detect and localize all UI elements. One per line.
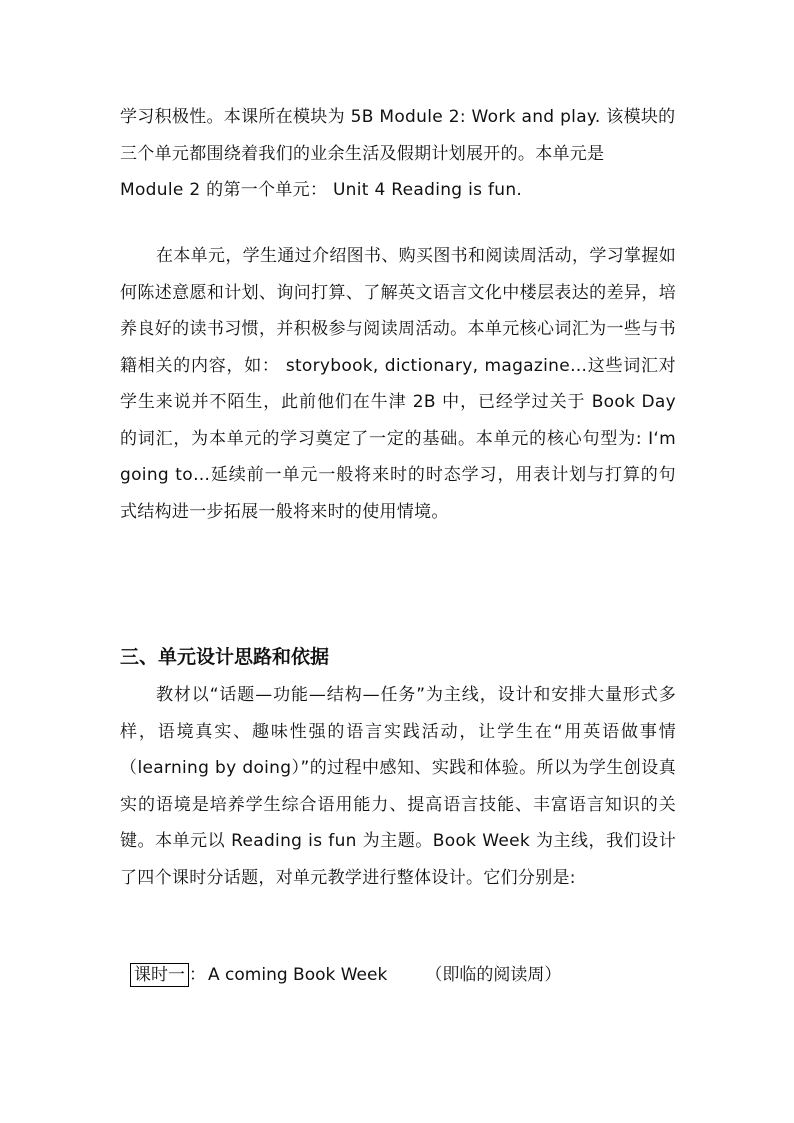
text-line: 在本单元，学生通过介绍图书、购买图书和阅读周活动，学习掌 bbox=[156, 246, 642, 266]
section-heading: 三、单元设计思路和依据 bbox=[120, 646, 330, 668]
text-line: 差异，培养良好的读书习惯，并积极参与阅读周活动。本单元核心词 bbox=[120, 282, 676, 339]
paragraph-module-intro bbox=[120, 99, 676, 209]
text-line: 三个单元都围绕着我们的业余生活及假期计划展开的。本单元是 bbox=[120, 143, 605, 164]
lesson-label-box: 课时一 bbox=[130, 963, 189, 987]
lesson-title: A coming Book Week bbox=[208, 965, 388, 985]
text-line: 们设计了四个课时分话题，对单元教学进行整体设计。它们分别是: bbox=[120, 831, 676, 888]
text-line: 式多样，语境真实、趣味性强的语言实践活动，让学生在“用英语做 bbox=[120, 685, 676, 742]
text-line: 于 Book Day 的词汇，为本单元的学习奠定了一定的基础。本单元的 bbox=[120, 392, 676, 449]
text-line: Module 2 的第一个单元： Unit 4 Reading is fun. bbox=[120, 180, 523, 200]
text-line: 创设真实的语境是培养学生综合语用能力、提高语言技能、丰富语言 bbox=[120, 758, 676, 815]
text-line: 这些词汇对学生来说并不陌生，此前他们在牛津 2B 中，已经学过关 bbox=[120, 355, 676, 412]
lesson-note: （即临的阅读周） bbox=[425, 965, 562, 985]
text-line: 汇为一些与书籍相关的内容，如： storybook, dictionary, magazine… bbox=[120, 319, 676, 376]
text-line: 握如何陈述意愿和计划、询问打算、了解英文语言文化中楼层表达的 bbox=[120, 246, 676, 303]
paragraph-design-rationale bbox=[120, 677, 676, 896]
text-line: 事情（learning by doing）”的过程中感知、实践和体验。所以为学生 bbox=[120, 721, 676, 778]
text-line: 教材以“话题—功能—结构—任务”为主线，设计和安排大量形 bbox=[156, 685, 641, 705]
paragraph-unit-overview bbox=[120, 238, 676, 530]
text-line: 核心句型为: I‘m going to…延续前一单元一般将来时的时态学习，用 bbox=[120, 428, 676, 485]
text-line: 知识的关键。本单元以 Reading is fun 为主题。Book Week 为主线，我 bbox=[120, 794, 676, 851]
text-line: 表计划与打算的句式结构进一步拓展一般将来时的使用情境。 bbox=[120, 465, 676, 522]
lesson-separator: ： bbox=[189, 965, 206, 985]
text-line: 学习积极性。本课所在模块为 5B Module 2: Work and play. 该模块的 bbox=[120, 107, 676, 127]
lesson-one-line bbox=[130, 961, 561, 989]
